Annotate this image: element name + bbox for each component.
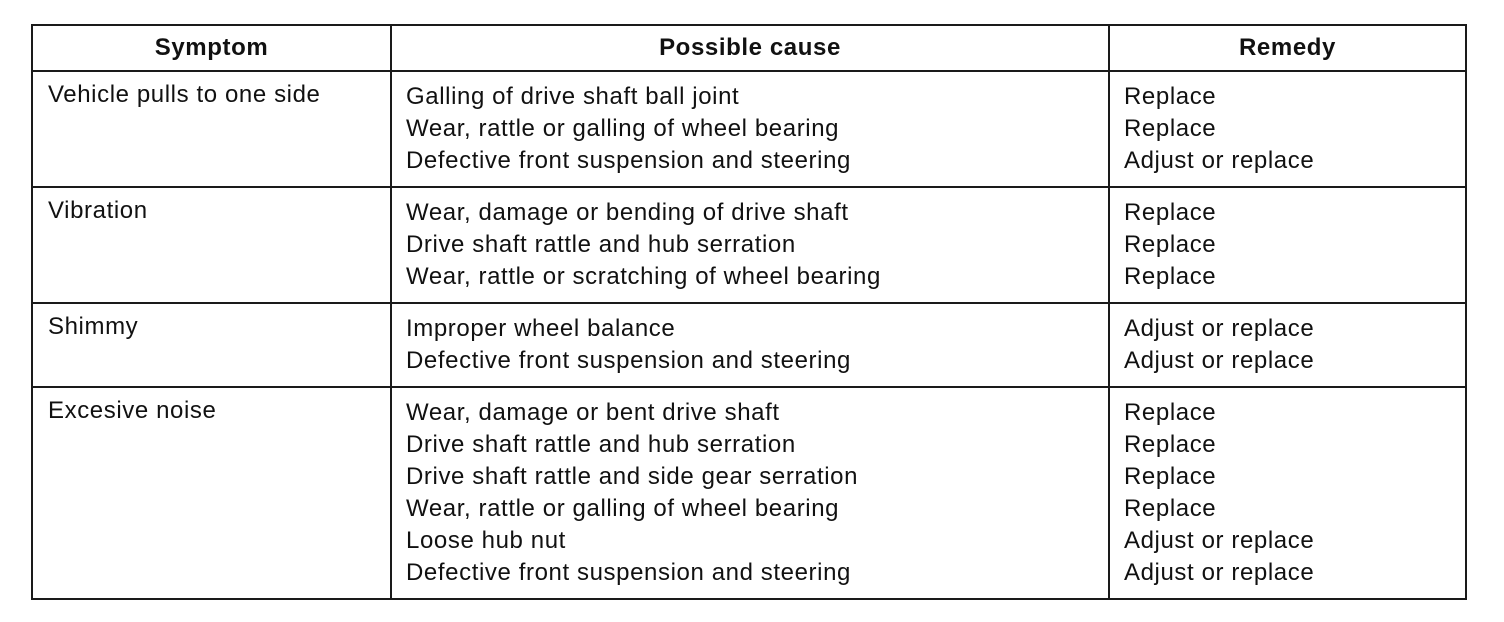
cause-item: Drive shaft rattle and side gear serration — [406, 463, 859, 490]
symptom-cell — [32, 187, 391, 303]
symptom-text: Excesive noise — [48, 397, 217, 424]
remedy-item: Replace — [1124, 231, 1217, 258]
remedy-item: Replace — [1124, 463, 1217, 490]
symptom-cell — [32, 387, 391, 599]
symptom-cell — [32, 303, 391, 387]
symptom-cell — [32, 71, 391, 187]
remedy-item: Adjust or replace — [1124, 347, 1315, 374]
remedy-item: Replace — [1124, 199, 1217, 226]
symptom-text: Vehicle pulls to one side — [48, 81, 321, 108]
table-header — [32, 25, 1466, 71]
cause-item: Loose hub nut — [406, 527, 566, 554]
remedy-item: Replace — [1124, 431, 1217, 458]
cause-item: Improper wheel balance — [406, 315, 676, 342]
table-row — [32, 71, 1466, 187]
symptom-text: Vibration — [48, 197, 148, 224]
possible-cause-cell — [391, 303, 1109, 387]
remedy-item: Adjust or replace — [1124, 527, 1315, 554]
table-row — [32, 387, 1466, 599]
cause-item: Wear, rattle or galling of wheel bearing — [406, 495, 840, 522]
remedy-cell — [1109, 387, 1466, 599]
cause-item: Wear, rattle or scratching of wheel bearing — [406, 263, 881, 290]
header-symptom: Symptom — [32, 25, 391, 71]
cause-item: Defective front suspension and steering — [406, 147, 851, 174]
remedy-item: Replace — [1124, 115, 1217, 142]
possible-cause-cell — [391, 71, 1109, 187]
header-remedy: Remedy — [1109, 25, 1466, 71]
remedy-cell — [1109, 303, 1466, 387]
cause-item: Defective front suspension and steering — [406, 347, 851, 374]
cause-item: Wear, damage or bent drive shaft — [406, 399, 780, 426]
symptom-text: Shimmy — [48, 313, 139, 340]
troubleshooting-table — [31, 24, 1467, 600]
remedy-item: Replace — [1124, 495, 1217, 522]
cause-item: Wear, damage or bending of drive shaft — [406, 199, 849, 226]
remedy-item: Replace — [1124, 399, 1217, 426]
possible-cause-cell — [391, 387, 1109, 599]
table-body — [32, 71, 1466, 599]
cause-item: Drive shaft rattle and hub serration — [406, 231, 796, 258]
remedy-item: Adjust or replace — [1124, 147, 1315, 174]
table-row — [32, 187, 1466, 303]
remedy-cell — [1109, 187, 1466, 303]
remedy-item: Replace — [1124, 83, 1217, 110]
cause-item: Wear, rattle or galling of wheel bearing — [406, 115, 840, 142]
remedy-item: Adjust or replace — [1124, 559, 1315, 586]
cause-item: Drive shaft rattle and hub serration — [406, 431, 796, 458]
cause-item: Galling of drive shaft ball joint — [406, 83, 740, 110]
header-possible-cause: Possible cause — [391, 25, 1109, 71]
possible-cause-cell — [391, 187, 1109, 303]
remedy-cell — [1109, 71, 1466, 187]
cause-item: Defective front suspension and steering — [406, 559, 851, 586]
remedy-item: Replace — [1124, 263, 1217, 290]
remedy-item: Adjust or replace — [1124, 315, 1315, 342]
table-row — [32, 303, 1466, 387]
header-row — [32, 25, 1466, 71]
